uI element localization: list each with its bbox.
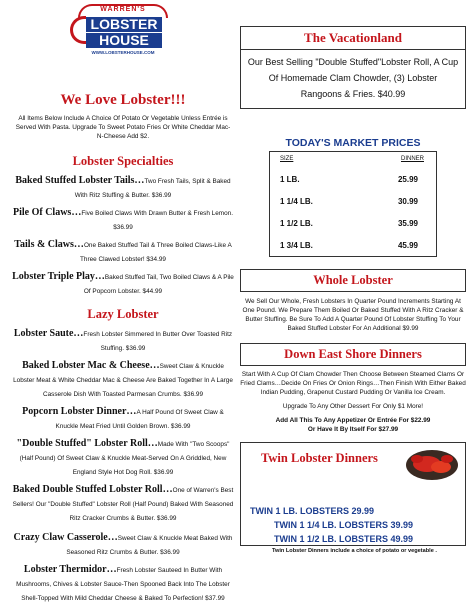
intro-text: All Items Below Include A Choice Of Potato Or Vegetable Unless Entrée is Served With Pasta. Upgrade To Sweet Potato Fries Or White Cheddar Mac-N-Cheese Add $2. (15, 115, 231, 140)
specialties-title: Lobster Specialties (72, 154, 174, 168)
twin-lobster-list (250, 502, 470, 554)
down-east-title: Down East Shore Dinners (284, 347, 422, 361)
specialties-list (12, 173, 234, 297)
menu-item: Baked Lobster Mac & Cheese…Sweet Claw & Knuckle Lobster Meat & White Cheddar Mac & Cheese Are Baked Together In A Large Casserole Dish With Toasted Parmesan Crumbs. $36.99 (13, 360, 233, 398)
logo-line2: HOUSE (86, 33, 162, 48)
menu-item: Tails & Claws…One Baked Stuffed Tail & Three Boiled Claws-Like A Three Clawed Lobster! $34.99 (14, 239, 232, 263)
menu-item: Popcorn Lobster Dinner…A Half Pound Of Sweet Claw & Knuckle Meat Fried Until Golden Brown. $36.99 (22, 406, 224, 430)
list-item: TWIN 1 1/2 LB. LOBSTERS 49.99 (274, 534, 414, 544)
whole-lobster-box (240, 269, 466, 292)
table-row: 1 LB. 25.99 (280, 175, 419, 184)
twin-lobster-title: Twin Lobster Dinners (261, 451, 378, 465)
lobster-dinner-photo (405, 447, 459, 481)
menu-item: Baked Double Stuffed Lobster Roll…One of Warren's Best Sellers! Our "Double Stuffed" Lobster Roll (Half Pound) Baked With Seasoned Ritz Cracker Crumbs & Butter. $36.99 (12, 484, 234, 522)
logo-line1: LOBSTER (86, 17, 162, 32)
logo-top-text: WARREN'S (100, 6, 146, 13)
down-east-text: Start With A Cup Of Clam Chowder Then Choose Between Steamed Clams Or Fried Clams…Decide On Fries Or Onion Rings…Then Finish With Either Baked Indian Pudding, Grapenut Custard Pudding Or Vanilla Ice Cream. (240, 371, 466, 396)
market-prices-table (269, 151, 437, 257)
down-east-box (240, 343, 466, 366)
list-item: TWIN 1 LB. LOBSTERS 29.99 (250, 506, 375, 516)
lazy-list (12, 326, 234, 604)
menu-item: Baked Stuffed Lobster Tails…Two Fresh Tails, Split & Baked With Ritz Stuffing & Butter. $36.99 (15, 175, 231, 199)
down-east-upgrade: Upgrade To Any Other Dessert For Only $1 More! (282, 403, 424, 410)
menu-item: Lobster Triple Play…Baked Stuffed Tail, Two Boiled Claws & A Pile Of Popcorn Lobster. $44.99 (12, 271, 234, 295)
menu-item: "Double Stuffed" Lobster Roll…Made With "Two Scoops" (Half Pound) Of Sweet Claw & Knuckle Meat-Served On A Griddled, New England Style Hot Dog Roll. $36.99 (16, 438, 230, 476)
menu-item: Lobster Thermidor…Fresh Lobster Sauteed In Butter With Mushrooms, Chives & Lobster Sauce-Then Spooned Back Into The Lobster Shell-Topped With Mild Cheddar Cheese & Baked To Perfection! $37.99 (16, 564, 230, 602)
whole-lobster-text: We Sell Our Whole, Fresh Lobsters In Quarter Pound Increments Starting At One Pound. We Prepare Them Boiled Or Baked Stuffed With A Ritz Cracker & Butter Stuffing. Be Sure To Add A Quarter Pound Of Lobster Stuffing To Your Baked Stuffed Lobster For An Additional $9.99 (242, 298, 464, 332)
down-east-add2: Or Have It By Itself For $27.99 (307, 426, 399, 433)
lobster-house-logo (70, 4, 176, 64)
vacationland-box (240, 26, 466, 109)
page-title: We Love Lobster!!! (60, 92, 186, 108)
table-row: 1 3/4 LB. 45.99 (280, 241, 419, 250)
menu-item: Lobster Saute…Fresh Lobster Simmered In Butter Over Toasted Ritz Stuffing. $36.99 (13, 328, 233, 352)
twin-lobster-note: Twin Lobster Dinners include a choice of potato or vegetable . (272, 548, 437, 554)
table-header: SIZE DINNER (280, 156, 424, 162)
vacationland-text: Our Best Selling "Double Stuffed"Lobster Roll, A Cup Of Homemade Clam Chowder, (3) Lobster Rangoons & Fries. $40.99 (247, 57, 459, 99)
table-row: 1 1/4 LB. 30.99 (280, 197, 419, 206)
left-column (12, 4, 234, 604)
menu-item: Pile Of Claws…Five Boiled Claws With Drawn Butter & Fresh Lemon. $36.99 (13, 207, 233, 231)
whole-lobster-title: Whole Lobster (313, 273, 393, 287)
table-row: 1 1/2 LB. 35.99 (280, 219, 419, 228)
vacationland-title: The Vacationland (241, 30, 465, 50)
lazy-title: Lazy Lobster (87, 307, 159, 321)
down-east-add1: Add All This To Any Appetizer Or Entrée For $22.99 (275, 417, 431, 424)
market-prices-title: TODAY'S MARKET PRICES (285, 137, 421, 149)
right-column (240, 4, 466, 546)
logo-url: WWW.LOBSTERHOUSE.COM (91, 50, 155, 55)
menu-item: Crazy Claw Casserole…Sweet Claw & Knuckle Meat Baked With Seasoned Ritz Crumbs & Butter. $36.99 (13, 532, 233, 556)
list-item: TWIN 1 1/4 LB. LOBSTERS 39.99 (274, 520, 414, 530)
